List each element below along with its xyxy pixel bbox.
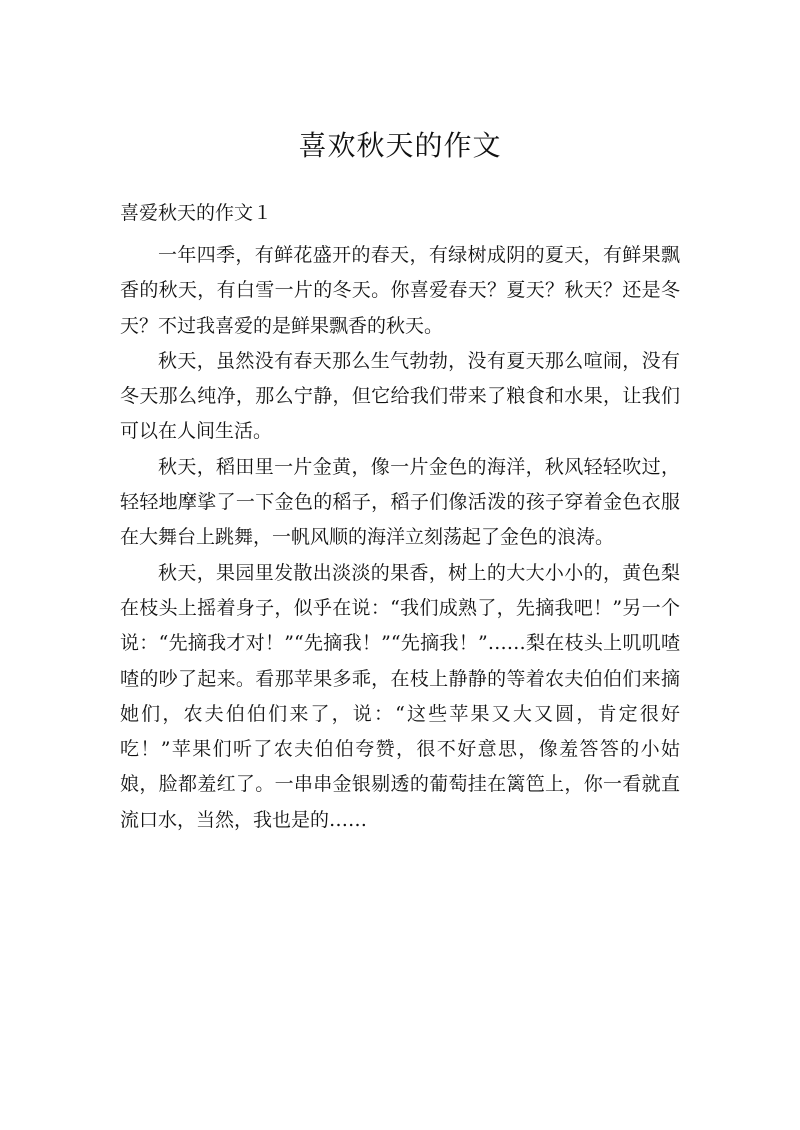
document-title: 喜欢秋天的作文 bbox=[298, 129, 502, 162]
section-heading: 喜爱秋天的作文１ bbox=[120, 202, 273, 224]
paragraph: 秋天，稻田里一片金黄，像一片金色的海洋，秋风轻轻吹过，轻轻地摩挲了一下金色的稻子，稻子们像活泼的孩子穿着金色衣服在大舞台上跳舞，一帆风顺的海洋立刻荡起了金色的浪涛。 bbox=[120, 455, 680, 549]
paragraph: 秋天，果园里发散出淡淡的果香，树上的大大小小的，黄色梨在枝头上摇着身子，似乎在说：“我们成熟了，先摘我吧！”另一个说：“先摘我才对！”“先摘我！”“先摘我！”……梨在枝头上叽叽喳喳的吵了起来。看那苹果多乖，在枝上静静的等着农夫伯伯们来摘她们，农夫伯伯们来了，说：“这些苹果又大又圆，肯定很好吃！”苹果们听了农夫伯伯夸赞，很不好意思，像羞答答的小姑娘，脸都羞红了。一串串金银剔透的葡萄挂在篱笆上，你一看就直流口水，当然，我也是的…… bbox=[120, 561, 680, 831]
paragraph: 秋天，虽然没有春天那么生气勃勃，没有夏天那么喧闹，没有冬天那么纯净，那么宁静，但它给我们带来了粮食和水果，让我们可以在人间生活。 bbox=[120, 349, 680, 443]
essay-body bbox=[120, 238, 680, 838]
paragraph: 一年四季，有鲜花盛开的春天，有绿树成阴的夏天，有鲜果飘香的秋天，有白雪一片的冬天。你喜爱春天？夏天？秋天？还是冬天？不过我喜爱的是鲜果飘香的秋天。 bbox=[120, 244, 680, 337]
